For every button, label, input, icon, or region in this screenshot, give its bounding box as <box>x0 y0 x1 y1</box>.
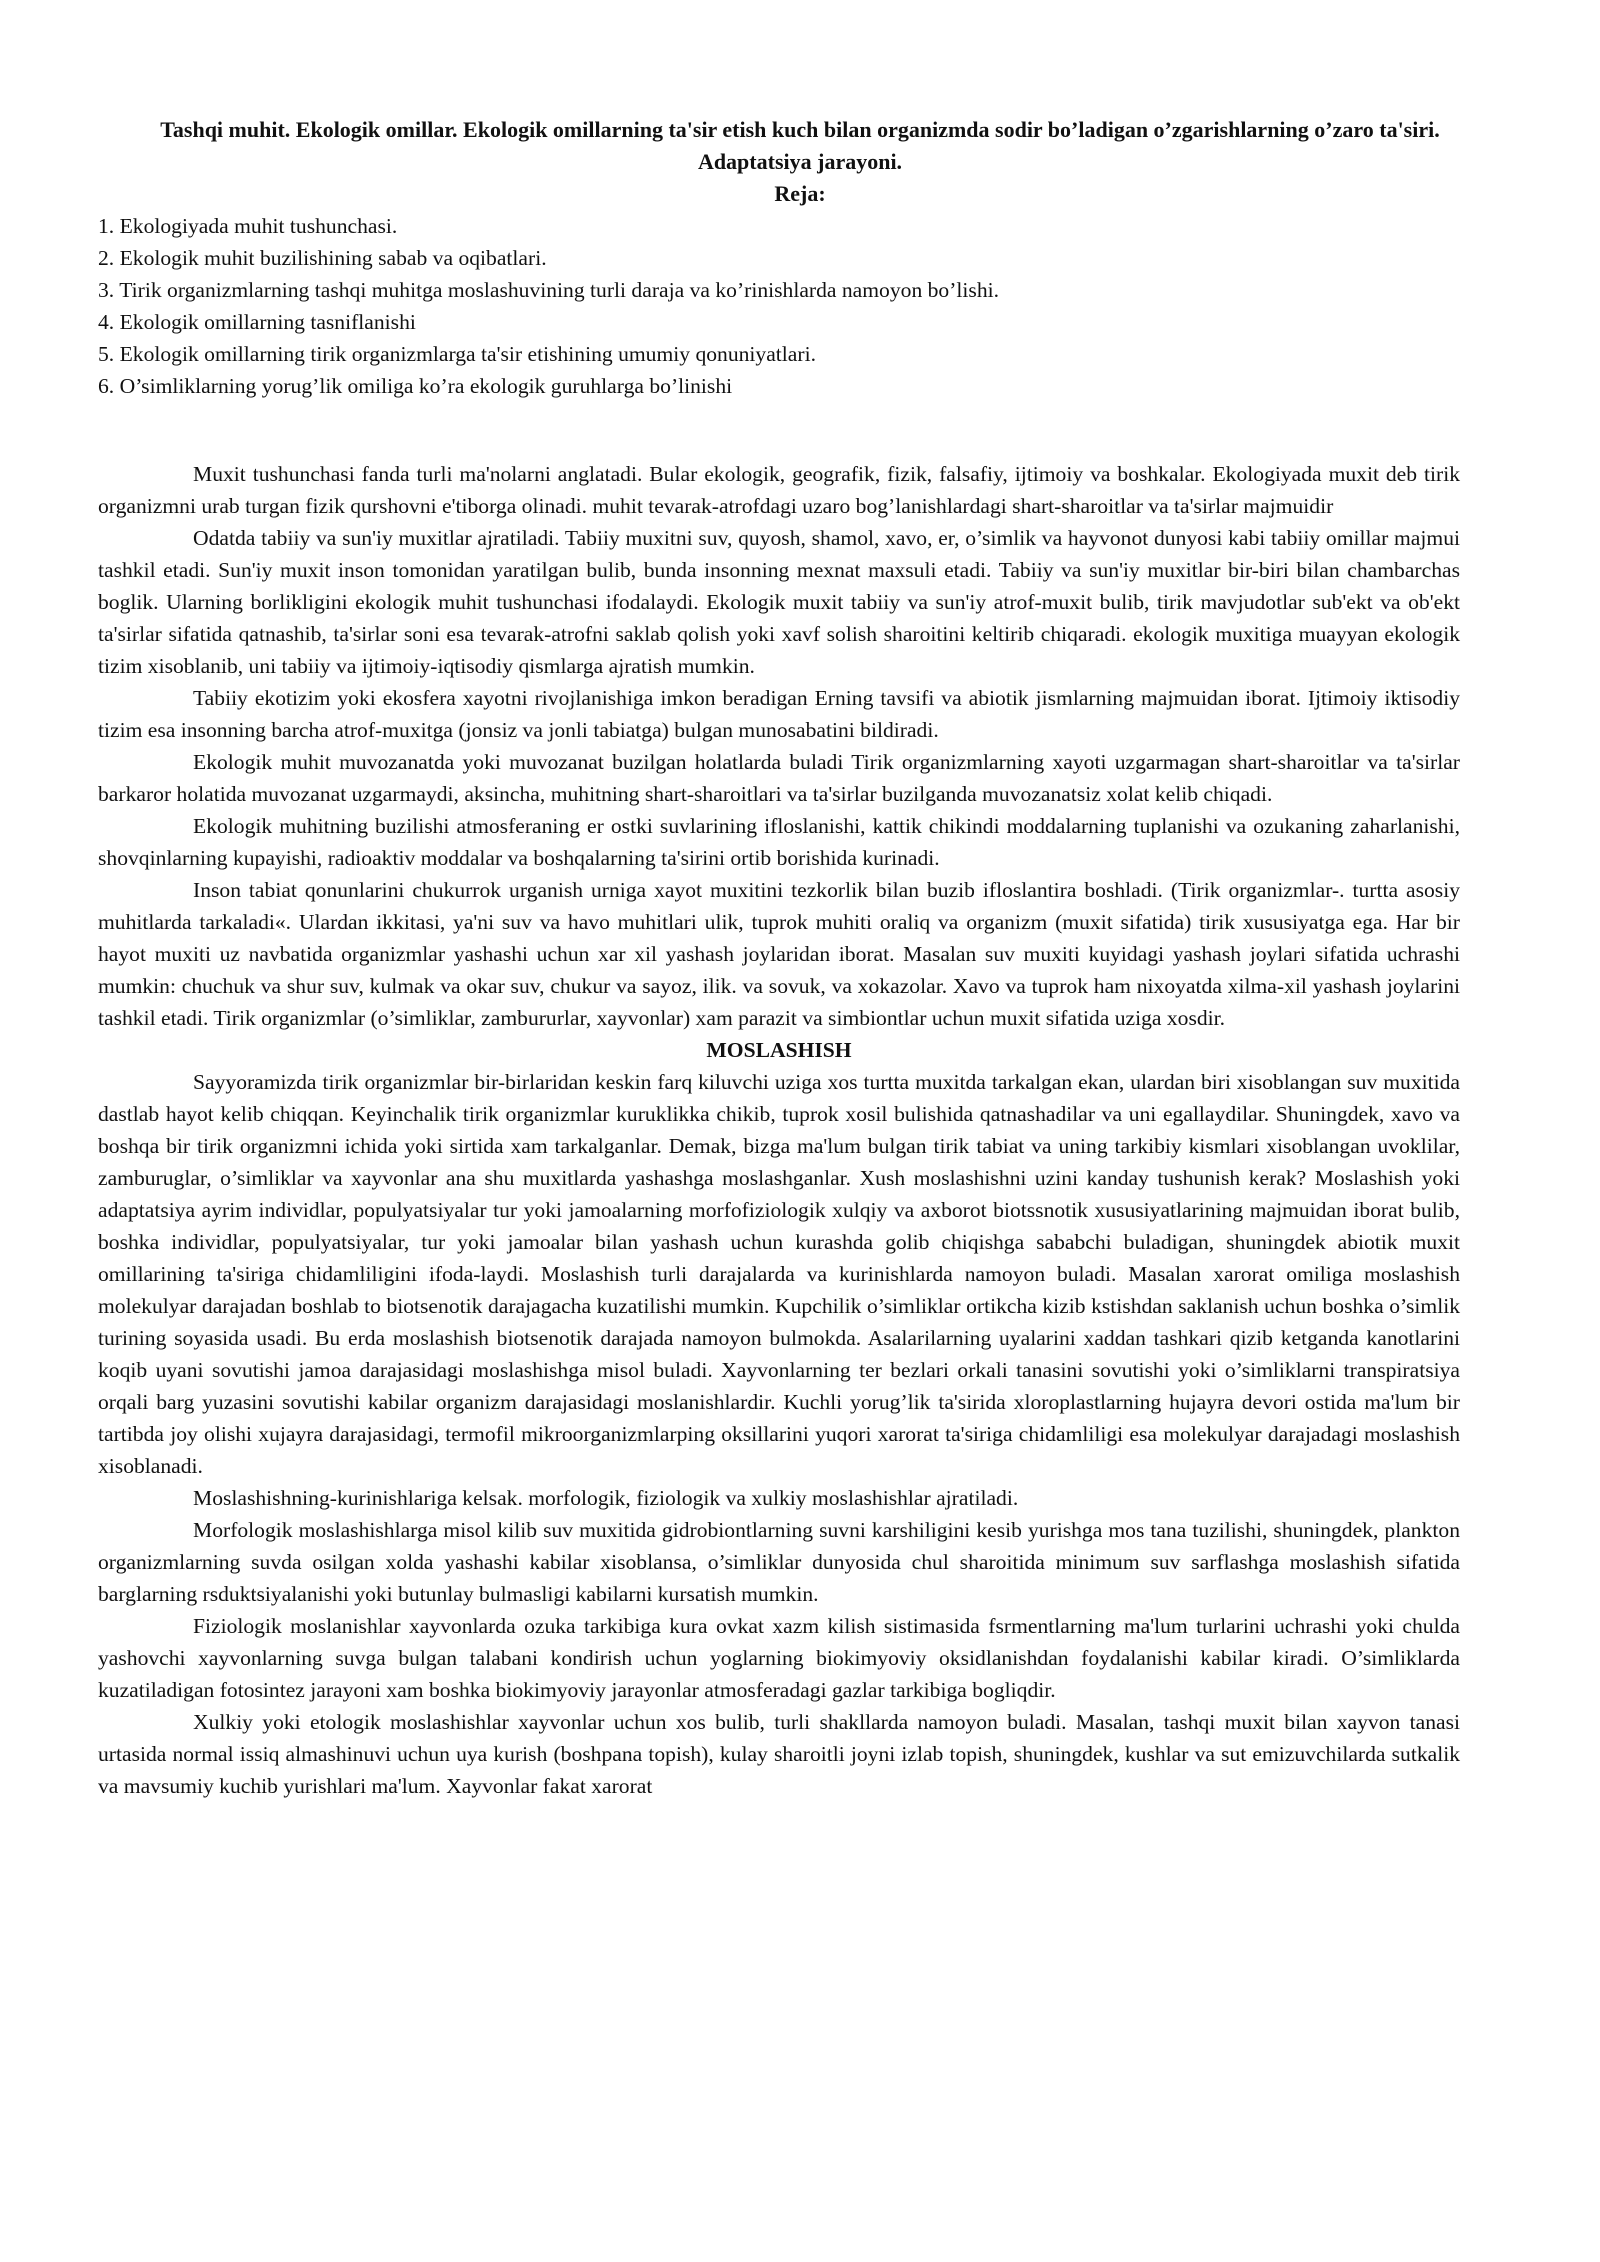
plan-item: 6. O’simliklarning yorug’lik omiliga ko’ra ekologik guruhlarga bo’linishi <box>98 374 733 398</box>
section-paragraph: Sayyoramizda tirik organizmlar bir-birlaridan keskin farq kiluvchi uziga xos turtta muxitda tarkalgan ekan, ulardan biri xisoblangan suv muxitida dastlab hayot kelib chiqqan. Keyinchalik tirik organizmlar kuruklikka chikib, tuprok xosil bulishida qatnashadilar va uni egallaydilar. Shuningdek, xavo va boshqa bir tirik organizmni ichida yoki sirtida xam tarkalganlar. Demak, bizga ma'lum bulgan tirik tabiat va uning tarkibiy kismlari xisoblangan uvoklilar, zamburuglar, o’simliklar va xayvonlar ana shu muxitlarda yashashga moslashganlar. Xush moslashishni uzini kanday tushunish kerak? Moslashish yoki adaptatsiya ayrim individlar, populyatsiyalar tur yoki jamoalarning morfofiziologik xulqiy va axborot biotssnotik xususiyatlarining majmuidan iborat bulib, boshka individlar, populyatsiyalar, tur yoki jamoalar bilan yashash uchun kurashda golib chiqishga sababchi buladigan, shuningdek abiotik muxit omillarining ta'siriga chidamliligini ifoda-laydi. Moslashish turli darajalarda va kurinishlarda namoyon buladi. Masalan xarorat omiliga moslashish molekulyar darajadan boshlab to biotsenotik darajagacha kuzatilishi mumkin. Kupchilik o’simliklar ortikcha kizib kstishdan saklanish uchun boshka o’simlik turining soyasida usadi. Bu erda moslashish biotsenotik darajada namoyon bulmokda. Asalarilarning uyalarini xaddan tashkari qizib ketganda kanotlarini koqib uyani sovutishi jamoa darajasidagi moslashishga misol buladi. Xayvonlarning ter bezlari orkali tanasini sovutishi yoki o’simliklarni transpiratsiya orqali barg yuzasini sovutishi kabilar organizm darajasidagi moslanishlardir. Kuchli yorug’lik ta'sirida xloroplastlarning hujayra devori ostida ma'lum bir tartibda joy olishi xujayra darajasidagi, termofil mikroorganizmlarping oksillarini yuqori xarorat ta'siriga chidamliligi esa molekulyar darajadagi moslashish xisoblanadi. <box>98 1070 1460 1478</box>
section-paragraph: Morfologik moslashishlarga misol kilib suv muxitida gidrobiontlarning suvni karshiligini kesib yurishga mos tana tuzilishi, shuningdek, plankton organizmlarning suvda osilgan xolda yashashi kabilar xisoblansa, o’simliklar dunyosida chul sharoitida minimum suv sarflashga moslashish sifatida barglarning rsduktsiyalanishi yoki butunlay bulmasligi kabilarni kursatish mumkin. <box>98 1518 1460 1606</box>
paragraph: Ekologik muhit muvozanatda yoki muvozanat buzilgan holatlarda buladi Tirik organizmlarning xayoti uzgarmagan shart-sharoitlar va ta'sirlar barkaror holatida muvozanat uzgarmaydi, aksincha, muhitning shart-sharoitlari va ta'sirlar buzilganda muvozanatsiz xolat kelib chiqadi. <box>98 750 1460 806</box>
plan-item: 1. Ekologiyada muhit tushunchasi. <box>98 214 398 238</box>
plan-item: 2. Ekologik muhit buzilishining sabab va oqibatlari. <box>98 246 547 270</box>
plan-list <box>98 210 1478 402</box>
plan-item: 4. Ekologik omillarning tasniflanishi <box>98 310 416 334</box>
paragraph: Muxit tushunchasi fanda turli ma'nolarni anglatadi. Bular ekologik, geografik, fizik, falsafiy, ijtimoiy va boshkalar. Ekologiyada muxit deb tirik organizmni urab turgan fizik qurshovni e'tiborga olinadi. muhit tevarak-atrofdagi uzaro bog’lanishlardagi shart-sharoitlar va ta'sirlar majmuidir <box>98 462 1460 518</box>
plan-item: 5. Ekologik omillarning tirik organizmlarga ta'sir etishining umumiy qonuniyatlari. <box>98 342 816 366</box>
document-body <box>98 458 1460 1802</box>
section-paragraph: Xulkiy yoki etologik moslashishlar xayvonlar uchun xos bulib, turli shakllarda namoyon buladi. Masalan, tashqi muxit bilan xayvon tanasi urtasida normal issiq almashinuvi uchun uya kurish (boshpana topish), kulay sharoitli joyni izlab topish, shuningdek, kushlar va sut emizuvchilarda sutkalik va mavsumiy kuchib yurishlari ma'lum. Xayvonlar fakat xarorat <box>98 1710 1460 1798</box>
document-title: Tashqi muhit. Ekologik omillar. Ekologik omillarning ta'sir etish kuch bilan organizmda sodir bo’ladigan o’zgarishlarning o’zaro ta'siri. Adaptatsiya jarayoni. <box>160 117 1440 174</box>
paragraph: Odatda tabiiy va sun'iy muxitlar ajratiladi. Tabiiy muxitni suv, quyosh, shamol, xavo, er, o’simlik va hayvonot dunyosi kabi tabiiy omillar majmui tashkil etadi. Sun'iy muxit inson tomonidan yaratilgan bulib, bunda insonning mexnat maxsuli etadi. Tabiiy va sun'iy muxitlar bir-biri bilan chambarchas boglik. Ularning borlikligini ekologik muhit tushunchasi ifodalaydi. Ekologik muxit tabiiy va sun'iy atrof-muxit bulib, tirik mavjudotlar sub'ekt va ob'ekt ta'sirlar sifatida qatnashib, ta'sirlar soni esa tevarak-atrofni saklab qolish yoki xavf solish sharoitini keltirib chiqaradi. ekologik muxitiga muayyan ekologik tizim xisoblanib, uni tabiiy va ijtimoiy-iqtisodiy qismlarga ajratish mumkin. <box>98 526 1460 678</box>
paragraph: Inson tabiat qonunlarini chukurrok urganish urniga xayot muxitini tezkorlik bilan buzib ifloslantira boshladi. (Tirik organizmlar-. turtta asosiy muhitlarda tarkaladi«. Ulardan ikkitasi, ya'ni suv va havo muhitlari ulik, tuprok muhiti oraliq va organizm (muxit sifatida) tirik xususiyatga ega. Har bir hayot muxiti uz navbatida organizmlar yashashi uchun xar xil yashash joylaridan iborat. Masalan suv muxiti kuyidagi yashash joylari sifatida uchrashi mumkin: chuchuk va shur suv, kulmak va okar suv, chukur va sayoz, ilik. va sovuk, va xokazolar. Xavo va tuprok ham nixoyatda xilma-xil yashash joylarini tashkil etadi. Tirik organizmlar (o’simliklar, zambururlar, xayvonlar) xam parazit va simbiontlar uchun muxit sifatida uziga xosdir. <box>98 878 1460 1030</box>
plan-heading: Reja: <box>774 181 826 206</box>
section-heading: MOSLASHISH <box>706 1038 852 1062</box>
paragraph: Ekologik muhitning buzilishi atmosferaning er ostki suvlarining ifloslanishi, kattik chikindi moddalarning tuplanishi va ozukaning zaharlanishi, shovqinlarning kupayishi, radioaktiv moddalar va boshqalarning ta'sirini ortib borishida kurinadi. <box>98 814 1460 870</box>
section-paragraph: Moslashishning-kurinishlariga kelsak. morfologik, fiziologik va xulkiy moslashishlar ajratiladi. <box>193 1486 1019 1510</box>
paragraph: Tabiiy ekotizim yoki ekosfera xayotni rivojlanishiga imkon beradigan Erning tavsifi va abiotik jismlarning majmuidan iborat. Ijtimoiy iktisodiy tizim esa insonning barcha atrof-muxitga (jonsiz va jonli tabiatga) bulgan munosabatini bildiradi. <box>98 686 1460 742</box>
plan-item: 3. Tirik organizmlarning tashqi muhitga moslashuvining turli daraja va ko’rinishlarda namoyon bo’lishi. <box>98 278 1000 302</box>
section-paragraph: Fiziologik moslanishlar xayvonlarda ozuka tarkibiga kura ovkat xazm kilish sistimasida fsrmentlarning ma'lum turlarini uchrashi yoki chulda yashovchi xayvonlarning suvga bulgan talabani kondirish uchun yoglarning biokimyoviy oksidlanishdan foydalanishi kabilar kiradi. O’simliklarda kuzatiladigan fotosintez jarayoni xam boshka biokimyoviy jarayonlar atmosferadagi gazlar tarkibiga bogliqdir. <box>98 1614 1460 1702</box>
